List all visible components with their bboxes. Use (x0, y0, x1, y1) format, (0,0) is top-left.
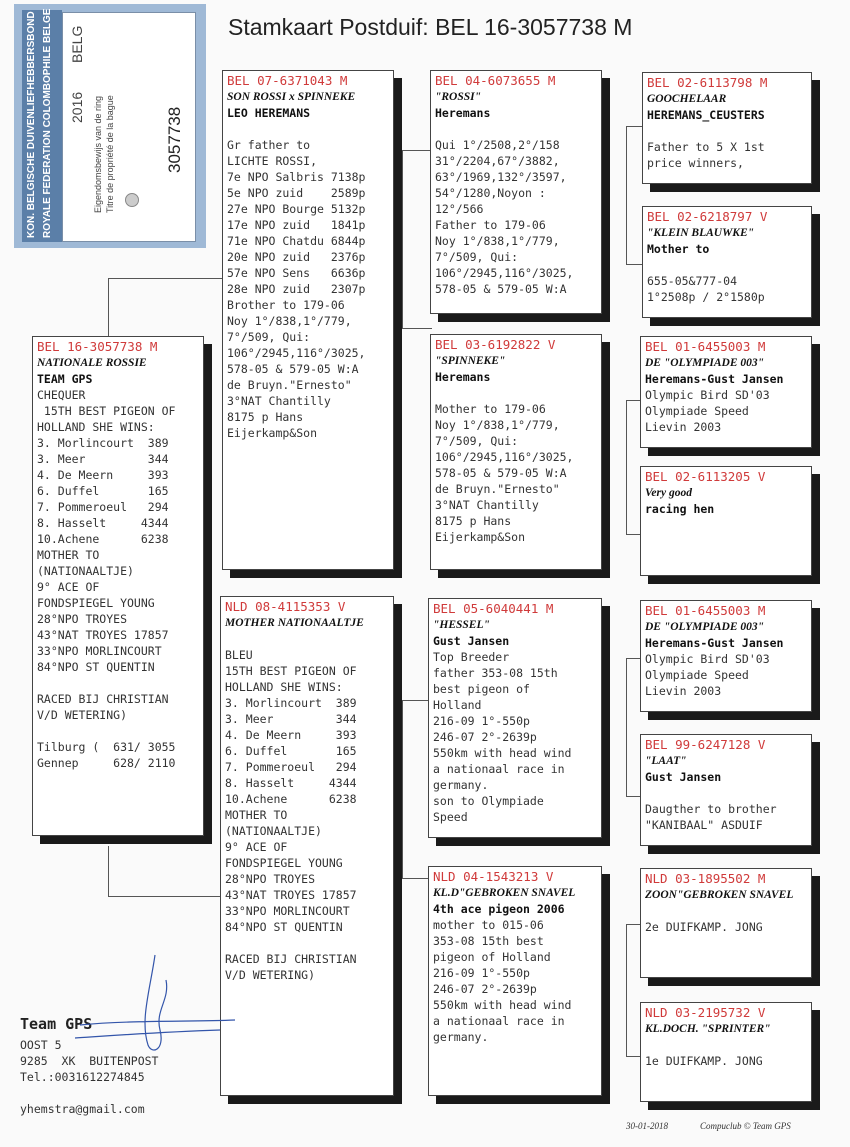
connector (402, 328, 432, 329)
ring-number: BEL 02-6218797 V (647, 209, 768, 224)
pigeon-notes: Father to 5 X 1st price winners, (647, 140, 765, 170)
owner-name: Team GPS (20, 1015, 93, 1033)
pigeon-card-maternal-grandfather (428, 598, 602, 838)
pigeon-name: GOOCHELAAR (647, 93, 727, 105)
connector (626, 924, 627, 1056)
ring-number: BEL 01-6455003 M (645, 603, 766, 618)
ring-number: BEL 05-6040441 M (433, 601, 554, 616)
ring-certificate-stamp (14, 4, 206, 248)
pigeon-notes: BLEU 15TH BEST PIGEON OF HOLLAND SHE WINS: 3. Morlincourt 389 3. Meer 344 4. De Meern 393 6. Duffel 165 7. Pommeroeul 294 8. Hasselt 4344 10.Achene 6238 MOTHER TO (NATIONAALTJE) 9° ACE OF FONDSPIEGEL YOUNG 28°NPO TROYES 43°NAT TROYES 17857 33°NPO MORLINCOURT 84°NPO ST QUENTIN RACED BIJ CHRISTIAN V/D WETERING) (225, 648, 357, 982)
ring-number: BEL 99-6247128 V (645, 737, 766, 752)
pigeon-owner: Heremans-Gust Jansen (645, 372, 784, 386)
signature (70, 950, 240, 1060)
pigeon-owner: racing hen (645, 502, 715, 516)
pigeon-notes: Gr father to LICHTE ROSSI, 7e NPO Salbris 7138p 5e NPO zuid 2589p 27e NPO Bourge 5132p 17e NPO zuid 1841p 71e NPO Chatdu 6844p 20e NPO zuid 2376p 57e NPO Sens 6636p 28e NPO zuid 2307p Brother to 179-06 Noy 1°/838,1°/779, 7°/509, Qui: 106°/2945,116°/3025, 578-05 & 579-05 W:A de Bruyn."Ernesto" 3°NAT Chantilly 8175 p Hans Eijerkamp&Son (227, 138, 366, 440)
pigeon-name: Very good (645, 487, 692, 499)
punch-hole-icon (125, 193, 139, 207)
page-title: Stamkaart Postduif: BEL 16-3057738 M (228, 14, 633, 40)
connector (108, 896, 222, 897)
ownership-nl: Eigendomsbewijs van de ring (93, 95, 103, 213)
pigeon-card-great-grandparent-mff (640, 600, 812, 712)
pigeon-name: KL.D"GEBROKEN SNAVEL (433, 887, 576, 899)
connector (402, 700, 403, 878)
pigeon-notes: 2e DUIFKAMP. JONG (645, 920, 763, 934)
ring-number: BEL 07-6371043 M (227, 73, 348, 88)
pigeon-owner: Heremans-Gust Jansen (645, 636, 784, 650)
pigeon-card-great-grandparent-mfm (640, 734, 812, 846)
ring-number: BEL 04-6073655 M (435, 73, 556, 88)
pigeon-name: NATIONALE ROSSIE (37, 357, 147, 369)
pigeon-name: SON ROSSI x SPINNEKE (227, 91, 356, 103)
connector (626, 264, 642, 265)
pigeon-name: KL.DOCH. "SPRINTER" (645, 1023, 771, 1035)
owner-email[interactable]: yhemstra@gmail.com (20, 1102, 145, 1116)
pigeon-card-maternal-grandmother (428, 866, 602, 1096)
pigeon-name: "ROSSI" (435, 91, 482, 103)
pigeon-name: DE "OLYMPIADE 003" (645, 621, 765, 633)
pigeon-owner: Heremans (435, 106, 491, 120)
pigeon-card-great-grandparent-fff (642, 72, 812, 184)
pigeon-owner: LEO HEREMANS (227, 106, 311, 120)
pigeon-owner: Gust Jansen (645, 770, 722, 784)
pigeon-name: "HESSEL" (433, 619, 490, 631)
connector (108, 278, 109, 336)
pigeon-card-paternal-grandmother (430, 334, 602, 570)
pigeon-card-mother (220, 596, 394, 1096)
pigeon-owner: HEREMANS_CEUSTERS (647, 108, 765, 122)
pigeon-card-great-grandparent-fmm (640, 466, 812, 576)
pigeon-owner: TEAM GPS (37, 372, 93, 386)
connector (626, 400, 627, 534)
pigeon-owner: 4th ace pigeon 2006 (433, 902, 565, 916)
connector (626, 126, 627, 264)
pigeon-card-father (222, 70, 394, 570)
pigeon-notes: Olympic Bird SD'03 Olympiade Speed Lievin 2003 (645, 388, 770, 434)
print-date: 30-01-2018 (626, 1121, 668, 1131)
pigeon-name: DE "OLYMPIADE 003" (645, 357, 765, 369)
pigeon-owner: Mother to (647, 242, 710, 256)
ring-year: 2016 (69, 91, 85, 123)
ring-number: NLD 04-1543213 V (433, 869, 554, 884)
pigeon-notes: 655-05&777-04 1°2508p / 2°1580p (647, 274, 765, 304)
ring-number: BEL 01-6455003 M (645, 339, 766, 354)
ring-card (62, 12, 196, 242)
owner-phone: Tel.:0031612274845 (20, 1070, 145, 1084)
pigeon-name: ZOON"GEBROKEN SNAVEL (645, 889, 794, 901)
owner-address-1: OOST 5 (20, 1038, 62, 1052)
pigeon-name: MOTHER NATIONAALTJE (225, 617, 364, 629)
pigeon-notes: Daugther to brother "KANIBAAL" ASDUIF (645, 802, 777, 832)
pigeon-card-paternal-grandfather (430, 70, 602, 314)
pigeon-owner: Heremans (435, 370, 491, 384)
ring-number: NLD 03-2195732 V (645, 1005, 766, 1020)
pigeon-card-great-grandparent-fmf (640, 336, 812, 448)
federation-band (22, 10, 62, 242)
ownership-fr: Titre de propriété de la bague (105, 95, 115, 213)
connector (402, 150, 403, 328)
pigeon-notes: Olympic Bird SD'03 Olympiade Speed Lievin 2003 (645, 652, 770, 698)
pigeon-card-subject (32, 336, 204, 836)
pigeon-card-great-grandparent-mmm (640, 1002, 812, 1102)
pigeon-notes: Top Breeder father 353-08 15th best pigeon of Holland 216-09 1°-550p 246-07 2°-2639p 550km with head wind a nationaal race in germany. son to Olympiade Speed (433, 650, 572, 824)
pigeon-notes: CHEQUER 15TH BEST PIGEON OF HOLLAND SHE WINS: 3. Morlincourt 389 3. Meer 344 4. De Meern 393 6. Duffel 165 7. Pommeroeul 294 8. Hasselt 4344 10.Achene 6238 MOTHER TO (NATIONAALTJE) 9° ACE OF FONDSPIEGEL YOUNG 28°NPO TROYES 43°NAT TROYES 17857 33°NPO MORLINCOURT 84°NPO ST QUENTIN RACED BIJ CHRISTIAN V/D WETERING) Tilburg ( 631/ 3055 Gennep 628/ 2110 (37, 388, 176, 770)
ring-number: BEL 03-6192822 V (435, 337, 556, 352)
federation-name-fr: ROYALE FEDERATION COLOMBOPHILE BELGE (42, 8, 53, 238)
connector (626, 126, 642, 127)
pigeon-card-great-grandparent-ffm (642, 206, 812, 318)
footer-credit: Compuclub © Team GPS (700, 1121, 791, 1131)
ring-number: NLD 08-4115353 V (225, 599, 346, 614)
connector (108, 278, 222, 279)
pigeon-owner: Gust Jansen (433, 634, 510, 648)
ring-country: BELG (69, 25, 85, 63)
ring-number: NLD 03-1895502 M (645, 871, 766, 886)
ring-number: 3057738 (165, 106, 184, 173)
pigeon-notes: Qui 1°/2508,2°/158 31°/2204,67°/3882, 63°/1969,132°/3597, 54°/1280,Noyon : 12°/566 Father to 179-06 Noy 1°/838,1°/779, 7°/509, Qui: 106°/2945,116°/3025, 578-05 & 579-05 W:A (435, 138, 574, 296)
pigeon-name: "KLEIN BLAUWKE" (647, 227, 755, 239)
connector (626, 658, 627, 796)
federation-name-nl: KON. BELGISCHE DUIVENLIEFHEBBERSBOND (26, 11, 37, 238)
pigeon-notes: Mother to 179-06 Noy 1°/838,1°/779, 7°/509, Qui: 106°/2945,116°/3025, 578-05 & 579-05 W:A de Bruyn."Ernesto" 3°NAT Chantilly 8175 p Hans Eijerkamp&Son (435, 402, 574, 544)
ring-number: BEL 16-3057738 M (37, 339, 158, 354)
connector (402, 150, 432, 151)
pigeon-notes: mother to 015-06 353-08 15th best pigeon of Holland 216-09 1°-550p 246-07 2°-2639p 550km with head wind a nationaal race in germany. (433, 918, 572, 1044)
owner-address-2: 9285 XK BUITENPOST (20, 1054, 159, 1068)
pigeon-notes: 1e DUIFKAMP. JONG (645, 1054, 763, 1068)
connector (108, 846, 109, 896)
pigeon-name: "SPINNEKE" (435, 355, 506, 367)
pigeon-card-great-grandparent-mmf (640, 868, 812, 978)
ring-number: BEL 02-6113205 V (645, 469, 766, 484)
pigeon-name: "LAAT" (645, 755, 687, 767)
ring-number: BEL 02-6113798 M (647, 75, 768, 90)
